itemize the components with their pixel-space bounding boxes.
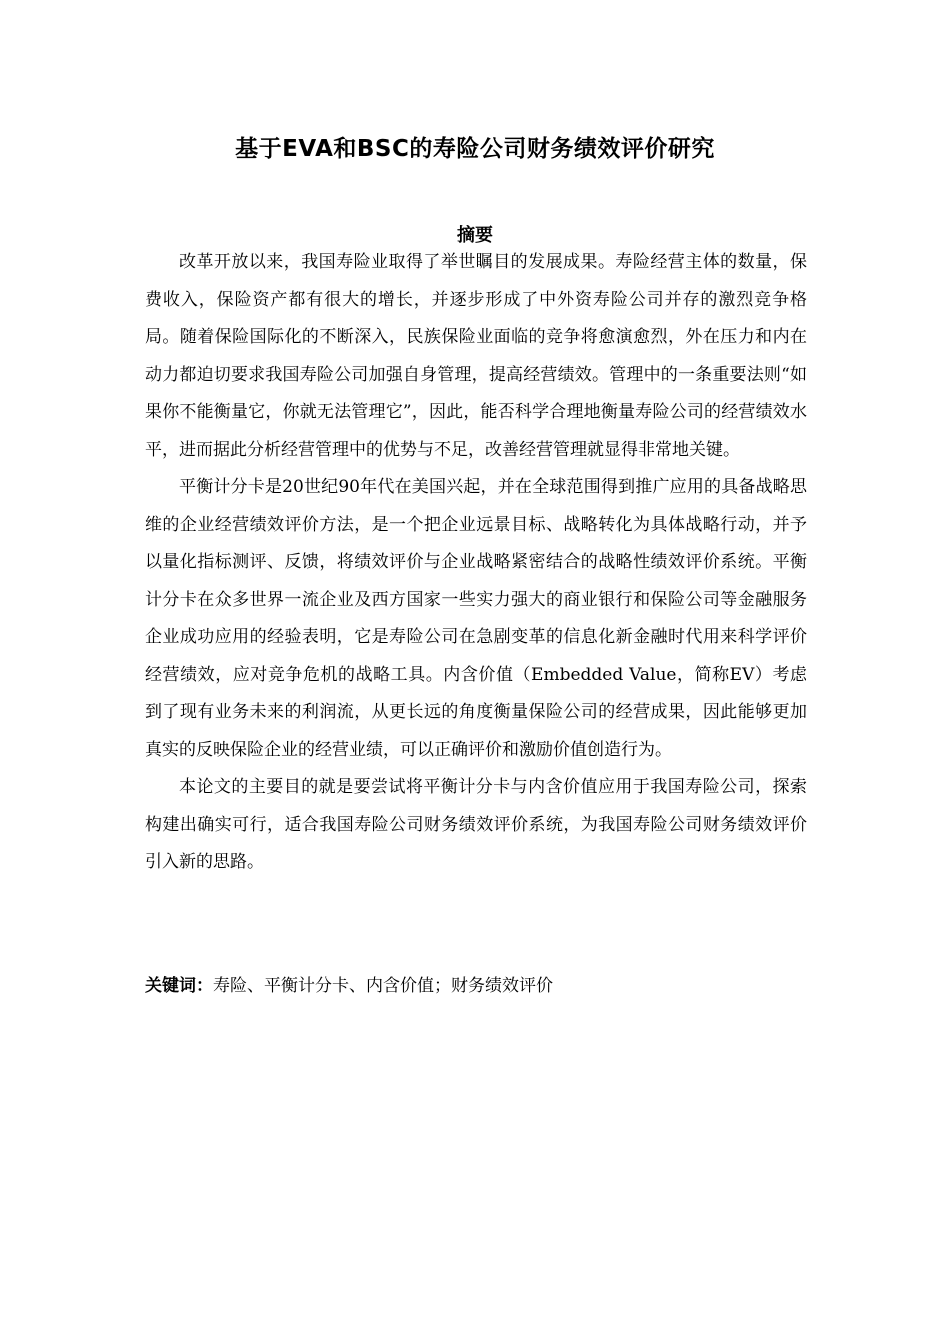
keywords-label: 关键词： <box>145 976 213 996</box>
keywords-value: 寿险、平衡计分卡、内含价值；财务绩效评价 <box>213 976 553 996</box>
abstract-paragraph-2: 平衡计分卡是20世纪90年代在美国兴起，并在全球范围得到推广应用的具备战略思维的企业经营绩效评价方法，是一个把企业远景目标、战略转化为具体战略行动，并予以量化指标测评、反馈，将绩效评价与企业战略紧密结合的战略性绩效评价系统。平衡计分卡在众多世界一流企业及西方国家一些实力强大的商业银行和保险公司等金融服务企业成功应用的经验表明，它是寿险公司在急剧变革的信息化新金融时代用来科学评价经营绩效，应对竞争危机的战略工具。内含价值（Embedded Value，简称EV）考虑到了现有业务未来的利润流，从更长远的角度衡量保险公司的经营成果，因此能够更加真实的反映保险企业的经营业绩，可以正确评价和激励价值创造行为。 <box>145 477 807 760</box>
keywords-line <box>145 968 807 1005</box>
abstract-paragraph-1: 改革开放以来，我国寿险业取得了举世瞩目的发展成果。寿险经营主体的数量，保费收入，保险资产都有很大的增长，并逐步形成了中外资寿险公司并存的激烈竞争格局。随着保险国际化的不断深入，民族保险业面临的竞争将愈演愈烈，外在压力和内在动力都迫切要求我国寿险公司加强自身管理，提高经营绩效。管理中的一条重要法则“如果你不能衡量它，你就无法管理它”，因此，能否科学合理地衡量寿险公司的经营绩效水平，进而据此分析经营管理中的优势与不足，改善经营管理就显得非常地关键。 <box>145 252 807 460</box>
abstract-heading: 摘要 <box>457 225 493 246</box>
abstract-body <box>145 244 807 882</box>
abstract-paragraph-3: 本论文的主要目的就是要尝试将平衡计分卡与内含价值应用于我国寿险公司，探索构建出确实可行，适合我国寿险公司财务绩效评价系统，为我国寿险公司财务绩效评价引入新的思路。 <box>145 777 807 872</box>
document-title: 基于EVA和BSC的寿险公司财务绩效评价研究 <box>235 136 715 162</box>
